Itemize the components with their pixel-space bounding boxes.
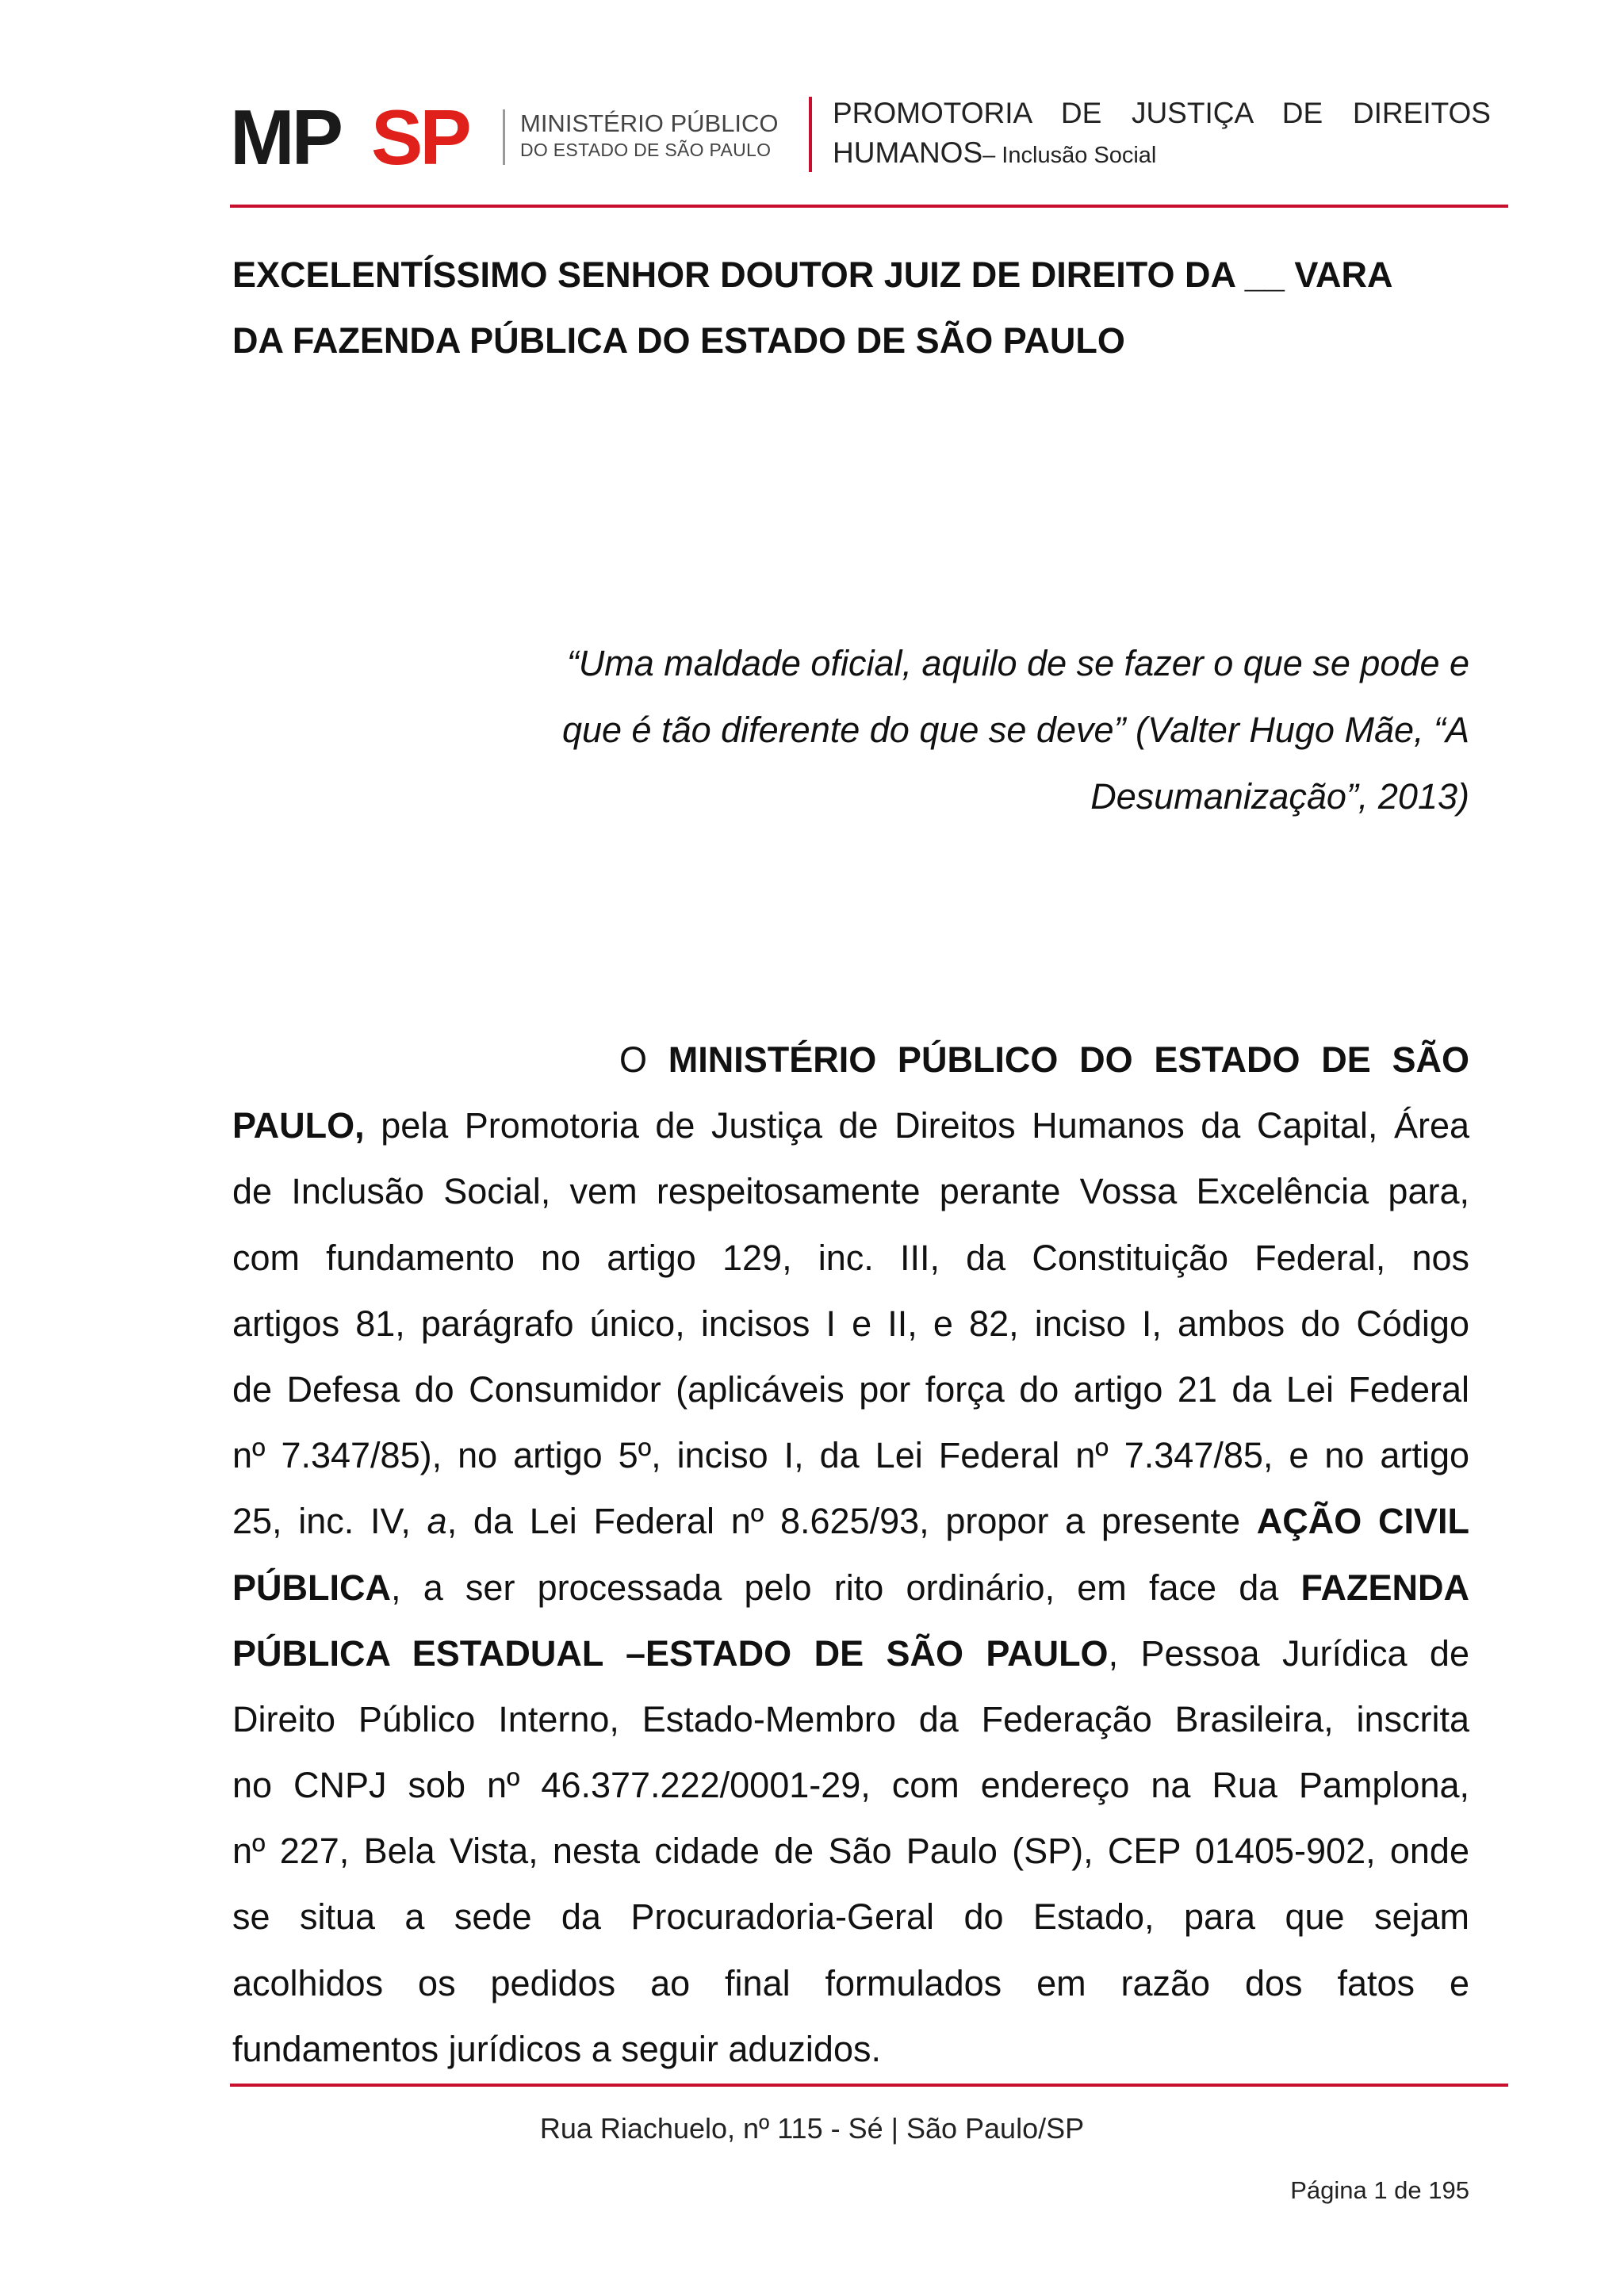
paragraph-line: de Inclusão Social, vem respeitosamente perante Vossa Excelência para, <box>232 1171 1469 1212</box>
addressee-line-2: DA FAZENDA PÚBLICA DO ESTADO DE SÃO PAULO <box>232 320 1125 361</box>
paragraph-line: acolhidos os pedidos ao final formulados em razão dos fatos e <box>232 1962 1469 2003</box>
paragraph-line: no CNPJ sob nº 46.377.222/0001-29, com endereço na Rua Pamplona, <box>232 1765 1469 1806</box>
promotoria-inclusao-social: – Inclusão Social <box>982 143 1157 168</box>
epigraph-line-2: que é tão diferente do que se deve” (Valter Hugo Mãe, “A <box>561 710 1469 750</box>
header-red-bar <box>809 97 812 172</box>
mpsp-logo <box>230 94 785 181</box>
page-number: Página 1 de 195 <box>1290 2176 1469 2204</box>
paragraph-line: PÚBLICA ESTADUAL –ESTADO DE SÃO PAULO, Pessoa Jurídica de <box>232 1632 1469 1674</box>
logo-ministerio-publico: MINISTÉRIO PÚBLICO <box>520 109 779 137</box>
promotoria-humanos: HUMANOS <box>833 136 983 169</box>
logo-estado-sao-paulo: DO ESTADO DE SÃO PAULO <box>520 140 772 160</box>
paragraph-line: se situa a sede da Procuradoria-Geral do Estado, para que sejam <box>232 1896 1469 1938</box>
addressee-heading <box>232 242 1469 373</box>
paragraph-line: 25, inc. IV, a, da Lei Federal nº 8.625/93, propor a presente AÇÃO CIVIL <box>232 1501 1469 1542</box>
paragraph-line: nº 227, Bela Vista, nesta cidade de São Paulo (SP), CEP 01405-902, onde <box>232 1831 1469 1872</box>
epigraph-line-1: “Uma maldade oficial, aquilo de se fazer o que se pode e <box>566 643 1469 683</box>
epigraph-quote <box>476 630 1469 830</box>
paragraph-line: PAULO, pela Promotoria de Justiça de Direitos Humanos da Capital, Área <box>232 1105 1469 1146</box>
epigraph-line-3: Desumanização”, 2013) <box>1090 776 1469 817</box>
footer-rule <box>230 2084 1508 2087</box>
paragraph-line: fundamentos jurídicos a seguir aduzidos. <box>232 2028 881 2069</box>
paragraph-line: Direito Público Interno, Estado-Membro da Federação Brasileira, inscrita <box>232 1698 1469 1739</box>
paragraph-line: O MINISTÉRIO PÚBLICO DO ESTADO DE SÃO <box>619 1039 1469 1080</box>
paragraph-line: com fundamento no artigo 129, inc. III, da Constituição Federal, nos <box>232 1237 1469 1278</box>
header-rule <box>230 205 1508 208</box>
promotoria-line1: PROMOTORIA DE JUSTIÇA DE DIREITOS <box>833 97 1491 129</box>
footer-address: Rua Riachuelo, nº 115 - Sé | São Paulo/SP <box>539 2112 1085 2145</box>
promotoria-header <box>833 94 1491 175</box>
paragraph-line: de Defesa do Consumidor (aplicáveis por força do artigo 21 da Lei Federal <box>232 1368 1469 1410</box>
paragraph-line: nº 7.347/85), no artigo 5º, inciso I, da Lei Federal nº 7.347/85, e no artigo <box>232 1435 1469 1476</box>
logo-divider <box>503 109 505 165</box>
paragraph-line: artigos 81, parágrafo único, incisos I e II, e 82, inciso I, ambos do Código <box>232 1303 1469 1344</box>
addressee-line-1: EXCELENTÍSSIMO SENHOR DOUTOR JUIZ DE DIREITO DA __ VARA <box>232 254 1393 295</box>
opening-paragraph <box>232 1027 1469 2082</box>
logo-sp-text: SP <box>371 94 469 181</box>
paragraph-line: PÚBLICA, a ser processada pelo rito ordinário, em face da FAZENDA <box>232 1567 1469 1608</box>
promotoria-line2 <box>833 133 1491 175</box>
logo-mp-text: MP <box>230 94 340 181</box>
